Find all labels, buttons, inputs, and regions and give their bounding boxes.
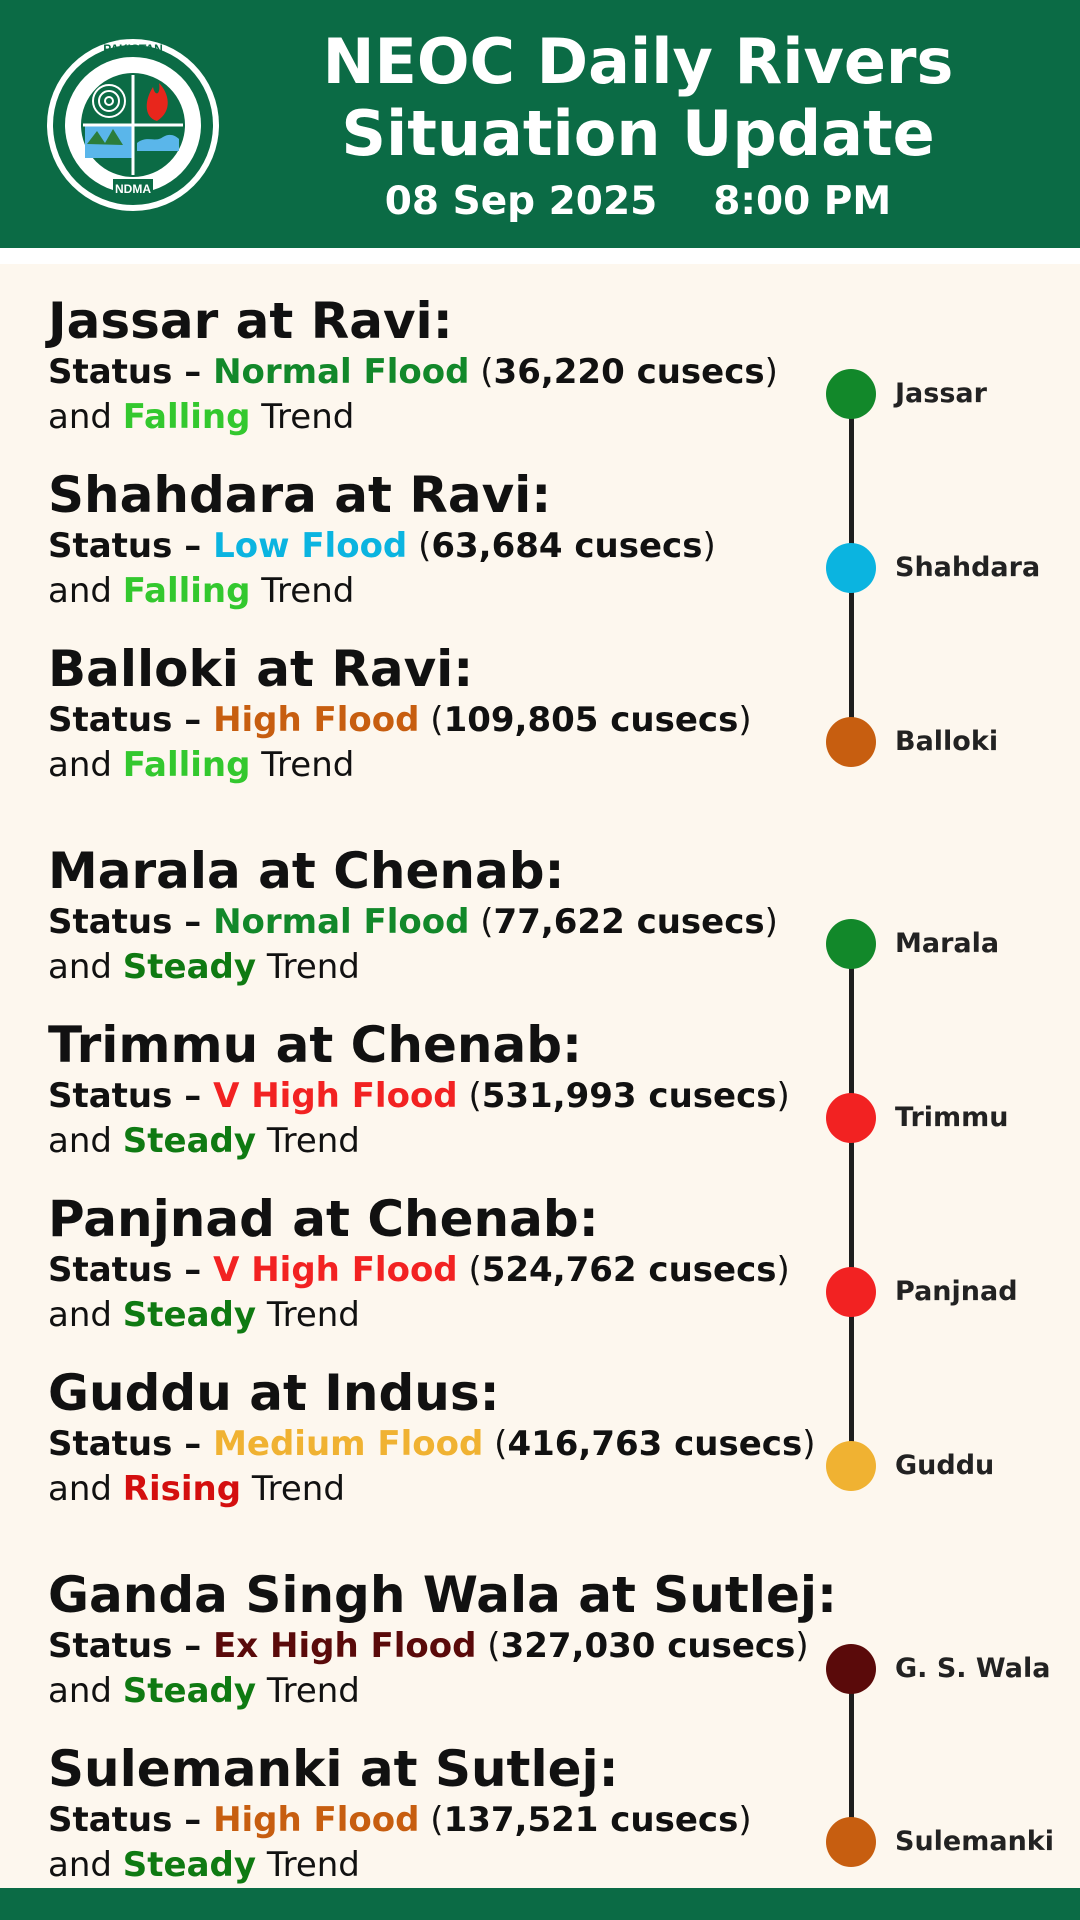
status-prefix: Status – <box>48 1250 214 1290</box>
logo-bottom-text: NDMA <box>115 182 151 196</box>
trend-suffix: Trend <box>256 1845 360 1885</box>
trend-value: Steady <box>122 947 257 987</box>
trend-line <box>48 743 828 788</box>
station-entry <box>48 1740 828 1888</box>
station-entry <box>48 292 828 440</box>
discharge-cusecs: 63,684 cusecs <box>431 526 703 566</box>
logo-lettering <box>103 42 163 56</box>
trend-line <box>48 1843 828 1888</box>
flood-status: High Flood <box>213 1800 420 1840</box>
report-time: 8:00 PM <box>713 179 892 224</box>
trend-suffix: Trend <box>241 1469 345 1509</box>
discharge-cusecs: 36,220 cusecs <box>493 352 765 392</box>
status-line <box>48 524 828 569</box>
station-name: Panjnad at Chenab: <box>48 1190 599 1248</box>
trend-line <box>48 945 828 990</box>
status-line <box>48 698 828 743</box>
trend-value: Steady <box>122 1121 257 1161</box>
station-name: Sulemanki at Sutlej: <box>48 1740 619 1798</box>
paren-open: ( <box>469 352 494 392</box>
header-banner <box>0 0 1080 248</box>
station-name: Balloki at Ravi: <box>48 640 474 698</box>
station-marker-label: Shahdara <box>895 552 1041 583</box>
station-name: Shahdara at Ravi: <box>48 466 552 524</box>
flood-status: V High Flood <box>213 1250 458 1290</box>
status-prefix: Status – <box>48 352 214 392</box>
station-marker <box>826 369 876 419</box>
station-marker-label: Balloki <box>895 726 999 757</box>
trend-value: Rising <box>122 1469 242 1509</box>
status-line <box>48 1624 828 1669</box>
trend-prefix: and <box>48 397 123 437</box>
footer-bar <box>0 1888 1080 1920</box>
trend-value: Falling <box>122 745 251 785</box>
trend-prefix: and <box>48 1295 123 1335</box>
status-line <box>48 350 828 395</box>
paren-close: ) <box>764 352 778 392</box>
trend-suffix: Trend <box>250 745 355 785</box>
trend-suffix: Trend <box>256 1671 360 1711</box>
status-prefix: Status – <box>48 1424 214 1464</box>
status-line <box>48 1422 828 1467</box>
ndma-logo <box>47 39 219 211</box>
trend-prefix: and <box>48 1845 123 1885</box>
status-prefix: Status – <box>48 526 214 566</box>
status-line <box>48 1248 828 1293</box>
paren-close: ) <box>795 1626 809 1666</box>
paren-close: ) <box>802 1424 816 1464</box>
discharge-cusecs: 524,762 cusecs <box>481 1250 777 1290</box>
paren-close: ) <box>764 902 778 942</box>
flood-status: Normal Flood <box>213 902 470 942</box>
status-prefix: Status – <box>48 700 214 740</box>
status-prefix: Status – <box>48 1626 214 1666</box>
station-marker <box>826 1093 876 1143</box>
station-marker-label: Jassar <box>895 378 987 409</box>
status-prefix: Status – <box>48 902 214 942</box>
paren-open: ( <box>419 1800 444 1840</box>
trend-prefix: and <box>48 1671 123 1711</box>
paren-open: ( <box>457 1076 482 1116</box>
paren-open: ( <box>457 1250 482 1290</box>
station-entry <box>48 1566 837 1714</box>
paren-open: ( <box>469 902 494 942</box>
trend-line <box>48 569 828 614</box>
paren-close: ) <box>702 526 716 566</box>
title-line-2: Situation Update <box>341 97 935 170</box>
flood-status: Ex High Flood <box>213 1626 477 1666</box>
station-entry <box>48 1016 828 1164</box>
date-time-line <box>258 174 1018 230</box>
trend-value: Falling <box>122 571 251 611</box>
station-marker-label: Panjnad <box>895 1276 1018 1307</box>
report-date: 08 Sep 2025 <box>384 179 658 224</box>
discharge-cusecs: 327,030 cusecs <box>500 1626 796 1666</box>
station-name: Ganda Singh Wala at Sutlej: <box>48 1566 837 1624</box>
flood-status: Normal Flood <box>213 352 470 392</box>
trend-prefix: and <box>48 947 123 987</box>
station-name: Trimmu at Chenab: <box>48 1016 582 1074</box>
flood-status: Low Flood <box>213 526 408 566</box>
trend-value: Steady <box>122 1845 257 1885</box>
status-line <box>48 1074 828 1119</box>
title-line-1: NEOC Daily Rivers <box>322 25 954 98</box>
discharge-cusecs: 137,521 cusecs <box>443 1800 739 1840</box>
station-marker <box>826 1644 876 1694</box>
station-marker <box>826 543 876 593</box>
river-connector-2 <box>849 944 854 1466</box>
trend-suffix: Trend <box>256 1295 360 1335</box>
paren-close: ) <box>776 1076 790 1116</box>
trend-value: Steady <box>122 1295 257 1335</box>
station-marker <box>826 1817 876 1867</box>
title-block <box>258 26 1018 230</box>
paren-open: ( <box>419 700 444 740</box>
discharge-cusecs: 416,763 cusecs <box>507 1424 803 1464</box>
station-marker-label: G. S. Wala <box>895 1653 1051 1684</box>
station-name: Marala at Chenab: <box>48 842 565 900</box>
header-divider <box>0 248 1080 264</box>
station-marker-label: Guddu <box>895 1450 995 1481</box>
status-prefix: Status – <box>48 1076 214 1116</box>
station-name: Guddu at Indus: <box>48 1364 500 1422</box>
discharge-cusecs: 531,993 cusecs <box>481 1076 777 1116</box>
paren-open: ( <box>476 1626 501 1666</box>
paren-close: ) <box>738 700 752 740</box>
trend-line <box>48 1467 828 1512</box>
trend-suffix: Trend <box>250 571 355 611</box>
flood-status: Medium Flood <box>213 1424 484 1464</box>
station-name: Jassar at Ravi: <box>48 292 453 350</box>
station-entry <box>48 466 828 614</box>
flood-status: V High Flood <box>213 1076 458 1116</box>
station-marker <box>826 1267 876 1317</box>
status-line <box>48 1798 828 1843</box>
station-marker <box>826 919 876 969</box>
trend-prefix: and <box>48 745 123 785</box>
paren-open: ( <box>407 526 432 566</box>
svg-text:PAKISTAN: PAKISTAN <box>103 42 163 56</box>
trend-line <box>48 1669 828 1714</box>
station-marker-label: Sulemanki <box>895 1826 1055 1857</box>
trend-prefix: and <box>48 1121 123 1161</box>
paren-close: ) <box>776 1250 790 1290</box>
station-entry <box>48 1190 828 1338</box>
trend-line <box>48 1293 828 1338</box>
trend-suffix: Trend <box>256 1121 360 1161</box>
station-marker-label: Trimmu <box>895 1102 1009 1133</box>
trend-value: Steady <box>122 1671 257 1711</box>
station-entry <box>48 842 828 990</box>
trend-value: Falling <box>122 397 251 437</box>
trend-prefix: and <box>48 1469 123 1509</box>
station-marker-label: Marala <box>895 928 1000 959</box>
status-line <box>48 900 828 945</box>
trend-line <box>48 1119 828 1164</box>
trend-prefix: and <box>48 571 123 611</box>
station-entry <box>48 1364 828 1512</box>
status-prefix: Status – <box>48 1800 214 1840</box>
trend-line <box>48 395 828 440</box>
flood-status: High Flood <box>213 700 420 740</box>
discharge-cusecs: 109,805 cusecs <box>443 700 739 740</box>
station-marker <box>826 717 876 767</box>
paren-open: ( <box>483 1424 508 1464</box>
trend-suffix: Trend <box>250 397 355 437</box>
trend-suffix: Trend <box>256 947 360 987</box>
discharge-cusecs: 77,622 cusecs <box>493 902 765 942</box>
station-marker <box>826 1441 876 1491</box>
paren-close: ) <box>738 1800 752 1840</box>
station-entry <box>48 640 828 788</box>
